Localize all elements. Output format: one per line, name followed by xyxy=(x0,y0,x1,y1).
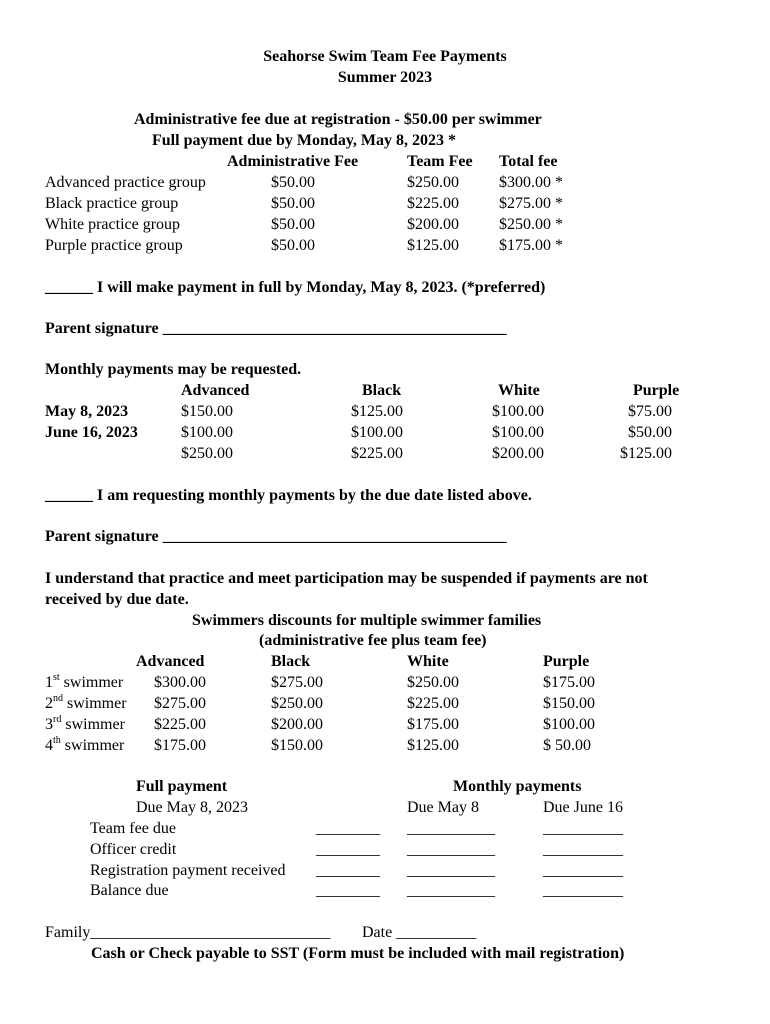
discount-value: $300.00 xyxy=(154,674,206,691)
monthly-header-black: Black xyxy=(362,382,402,399)
summary-blank[interactable]: ___________ xyxy=(407,841,495,858)
monthly-due-1: Due May 8 xyxy=(407,799,479,816)
fee-row-admin: $50.00 xyxy=(271,216,315,233)
fee-table-header-admin: Administrative Fee xyxy=(227,153,359,170)
fee-row-team: $250.00 xyxy=(407,174,459,191)
date-field[interactable]: Date __________ xyxy=(362,924,477,941)
monthly-due-2: Due June 16 xyxy=(543,799,623,816)
summary-blank[interactable]: __________ xyxy=(543,841,623,858)
discount-header-white: White xyxy=(407,653,449,670)
monthly-value: $100.00 xyxy=(492,424,544,441)
understand-statement-cont: received by due date. xyxy=(45,591,189,608)
swimmer-ordinal: 3rd swimmer xyxy=(45,713,125,733)
swimmer-ordinal: 1st swimmer xyxy=(45,671,124,691)
fee-row-admin: $50.00 xyxy=(271,237,315,254)
fee-row-group: Advanced practice group xyxy=(45,174,206,191)
page-title: Seahorse Swim Team Fee Payments xyxy=(263,48,507,65)
monthly-row-label: May 8, 2023 xyxy=(45,403,129,420)
discount-value: $250.00 xyxy=(407,674,459,691)
discount-value: $225.00 xyxy=(407,695,459,712)
discount-value: $250.00 xyxy=(271,695,323,712)
summary-row-label: Team fee due xyxy=(90,820,176,837)
page-subtitle: Summer 2023 xyxy=(337,69,433,86)
full-payment-due: Due May 8, 2023 xyxy=(136,799,248,816)
summary-blank[interactable]: ________ xyxy=(316,882,380,899)
full-payment-heading: Full payment xyxy=(136,778,228,795)
swimmer-ordinal: 4th swimmer xyxy=(45,734,125,754)
summary-blank[interactable]: __________ xyxy=(543,882,623,899)
monthly-total: $250.00 xyxy=(181,445,233,462)
monthly-row-label: June 16, 2023 xyxy=(45,424,138,441)
monthly-total: $125.00 xyxy=(620,445,672,462)
discount-value: $275.00 xyxy=(154,695,206,712)
fee-row-total: $275.00 * xyxy=(499,195,563,212)
fee-table-header-total: Total fee xyxy=(499,153,558,170)
monthly-value: $75.00 xyxy=(628,403,672,420)
fee-row-admin: $50.00 xyxy=(271,174,315,191)
monthly-header-purple: Purple xyxy=(633,382,680,399)
monthly-value: $100.00 xyxy=(492,403,544,420)
discount-value: $200.00 xyxy=(271,716,323,733)
monthly-total: $200.00 xyxy=(492,445,544,462)
monthly-value: $100.00 xyxy=(351,424,403,441)
discounts-subtitle: (administrative fee plus team fee) xyxy=(259,632,487,649)
discount-value: $175.00 xyxy=(154,737,206,754)
family-field[interactable]: Family______________________________ xyxy=(45,924,331,941)
discount-header-purple: Purple xyxy=(543,653,590,670)
monthly-total: $225.00 xyxy=(351,445,403,462)
discounts-title: Swimmers discounts for multiple swimmer families xyxy=(192,612,542,629)
parent-signature-field[interactable]: Parent signature ___________________________________________ xyxy=(45,528,507,545)
discount-value: $ 50.00 xyxy=(543,737,591,754)
discount-header-advanced: Advanced xyxy=(136,653,205,670)
fee-table-header-team: Team Fee xyxy=(407,153,473,170)
monthly-value: $150.00 xyxy=(181,403,233,420)
parent-signature-field[interactable]: Parent signature ___________________________________________ xyxy=(45,320,507,337)
monthly-header-white: White xyxy=(498,382,540,399)
summary-blank[interactable]: __________ xyxy=(543,820,623,837)
summary-row-label: Balance due xyxy=(90,882,169,899)
fee-row-group: Black practice group xyxy=(45,195,179,212)
discount-value: $100.00 xyxy=(543,716,595,733)
summary-blank[interactable]: ________ xyxy=(316,862,380,879)
discount-value: $225.00 xyxy=(154,716,206,733)
admin-fee-line: Administrative fee due at registration - $50.00 per swimmer xyxy=(134,111,542,128)
summary-blank[interactable]: ___________ xyxy=(407,820,495,837)
discount-value: $150.00 xyxy=(543,695,595,712)
summary-row-label: Registration payment received xyxy=(90,862,286,879)
fee-row-team: $200.00 xyxy=(407,216,459,233)
monthly-value: $100.00 xyxy=(181,424,233,441)
full-payment-option[interactable]: ______ I will make payment in full by Monday, May 8, 2023. (*preferred) xyxy=(45,279,546,296)
discount-value: $175.00 xyxy=(543,674,595,691)
monthly-intro: Monthly payments may be requested. xyxy=(45,361,302,378)
monthly-header-advanced: Advanced xyxy=(181,382,250,399)
monthly-value: $50.00 xyxy=(628,424,672,441)
full-payment-due-line: Full payment due by Monday, May 8, 2023 * xyxy=(152,132,457,149)
discount-value: $125.00 xyxy=(407,737,459,754)
understand-statement: I understand that practice and meet participation may be suspended if payments are not xyxy=(45,570,648,587)
discount-value: $175.00 xyxy=(407,716,459,733)
discount-header-black: Black xyxy=(271,653,311,670)
summary-blank[interactable]: ________ xyxy=(316,820,380,837)
fee-row-group: Purple practice group xyxy=(45,237,183,254)
fee-row-admin: $50.00 xyxy=(271,195,315,212)
fee-row-total: $175.00 * xyxy=(499,237,563,254)
summary-blank[interactable]: ___________ xyxy=(407,862,495,879)
summary-blank[interactable]: ___________ xyxy=(407,882,495,899)
summary-blank[interactable]: ________ xyxy=(316,841,380,858)
fee-row-team: $125.00 xyxy=(407,237,459,254)
swimmer-ordinal: 2nd swimmer xyxy=(45,692,127,712)
monthly-payment-option[interactable]: ______ I am requesting monthly payments by the due date listed above. xyxy=(45,487,532,504)
fee-row-total: $250.00 * xyxy=(499,216,563,233)
monthly-value: $125.00 xyxy=(351,403,403,420)
discount-value: $150.00 xyxy=(271,737,323,754)
fee-row-group: White practice group xyxy=(45,216,181,233)
monthly-payments-heading: Monthly payments xyxy=(453,778,582,795)
payment-instructions: Cash or Check payable to SST (Form must be included with mail registration) xyxy=(91,945,625,962)
fee-row-team: $225.00 xyxy=(407,195,459,212)
discount-value: $275.00 xyxy=(271,674,323,691)
fee-row-total: $300.00 * xyxy=(499,174,563,191)
summary-blank[interactable]: __________ xyxy=(543,862,623,879)
summary-row-label: Officer credit xyxy=(90,841,177,858)
